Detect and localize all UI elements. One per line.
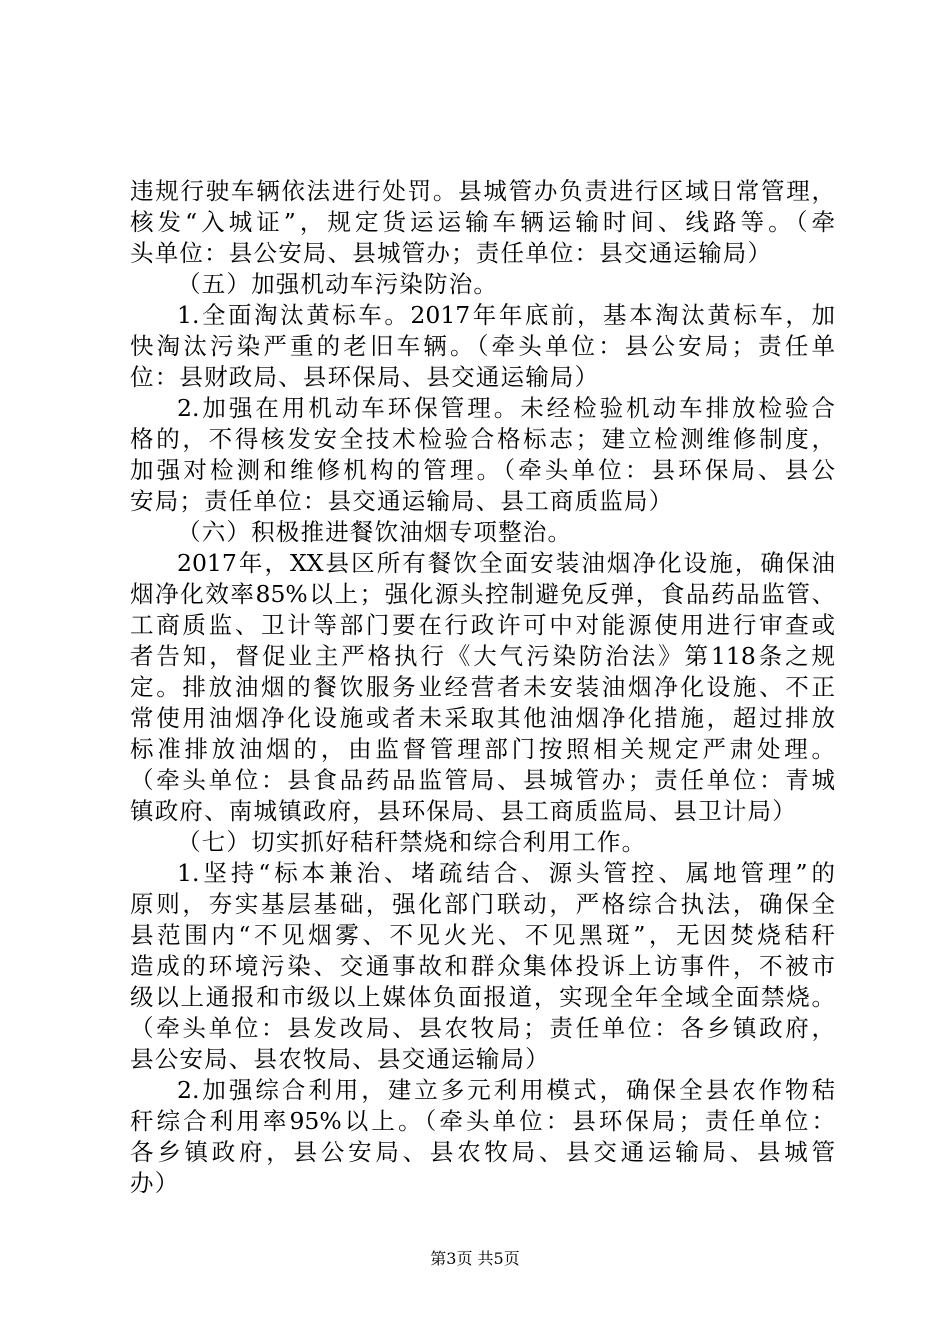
text-line: 各乡镇政府，县公安局、县农牧局、县交通运输局、县城管 [130, 1138, 835, 1166]
text-line: 工商质监、卫计等部门要在行政许可中对能源使用进行审查或 [130, 611, 835, 639]
text-line: （牵头单位：县发改局、县农牧局；责任单位：各乡镇政府， [130, 1014, 835, 1042]
text-line: 烟净化效率85%以上；强化源头控制避免反弹，食品药品监管、 [130, 580, 835, 608]
text-line: 办） [130, 1169, 180, 1197]
text-line: 造成的环境污染、交通事故和群众集体投诉上访事件，不被市 [130, 952, 835, 980]
text-line: 核发“入城证”，规定货运运输车辆运输时间、线路等。（牵 [130, 208, 835, 236]
text-line: 定。排放油烟的餐饮服务业经营者未安装油烟净化设施、不正 [130, 673, 835, 701]
text-line: 安局；责任单位：县交通运输局、县工商质监局） [130, 487, 674, 515]
text-line: 县范围内“不见烟雾、不见火光、不见黑斑”，无因焚烧秸秆 [130, 921, 835, 949]
text-line: （五）加强机动车污染防治。 [177, 270, 499, 298]
document-body [130, 176, 835, 1199]
text-line: 1.坚持“标本兼治、堵疏结合、源头管控、属地管理”的 [177, 859, 835, 887]
text-line: 2.加强综合利用，建立多元利用模式，确保全县农作物秸 [177, 1076, 835, 1104]
text-line: 违规行驶车辆依法进行处罚。县城管办负责进行区域日常管理， [130, 177, 835, 205]
text-line: 加强对检测和维修机构的管理。（牵头单位：县环保局、县公 [130, 456, 835, 484]
text-line: 秆综合利用率95%以上。（牵头单位：县环保局；责任单位： [130, 1107, 835, 1135]
text-line: 1.全面淘汰黄标车。2017年年底前，基本淘汰黄标车，加 [177, 301, 835, 329]
text-line: 标准排放油烟的，由监督管理部门按照相关规定严肃处理。 [130, 735, 835, 763]
text-line: 2.加强在用机动车环保管理。未经检验机动车排放检验合 [177, 394, 835, 422]
text-line: 级以上通报和市级以上媒体负面报道，实现全年全域全面禁烧。 [130, 983, 835, 1011]
text-line: 原则，夯实基层基础，强化部门联动，严格综合执法，确保全 [130, 890, 835, 918]
text-line: 县公安局、县农牧局、县交通运输局） [130, 1045, 550, 1073]
text-line: （牵头单位：县食品药品监管局、县城管办；责任单位：青城 [130, 766, 835, 794]
page-footer: 第3页 共5页 [430, 1249, 520, 1268]
text-line: 快淘汰污染严重的老旧车辆。（牵头单位：县公安局；责任单 [130, 332, 835, 360]
text-line: （七）切实抓好秸秆禁烧和综合利用工作。 [177, 828, 647, 856]
text-line: 格的，不得核发安全技术检验合格标志；建立检测维修制度， [130, 425, 835, 453]
text-line: 镇政府、南城镇政府，县环保局、县工商质监局、县卫计局） [130, 797, 797, 825]
text-line: 位：县财政局、县环保局、县交通运输局） [130, 363, 600, 391]
text-line: 常使用油烟净化设施或者未采取其他油烟净化措施，超过排放 [130, 704, 835, 732]
text-line: （六）积极推进餐饮油烟专项整治。 [177, 518, 573, 546]
text-line: 头单位：县公安局、县城管办；责任单位：县交通运输局） [130, 239, 773, 267]
text-line: 者告知，督促业主严格执行《大气污染防治法》第118条之规 [130, 642, 835, 670]
text-line: 2017年，XX县区所有餐饮全面安装油烟净化设施，确保油 [177, 549, 835, 577]
